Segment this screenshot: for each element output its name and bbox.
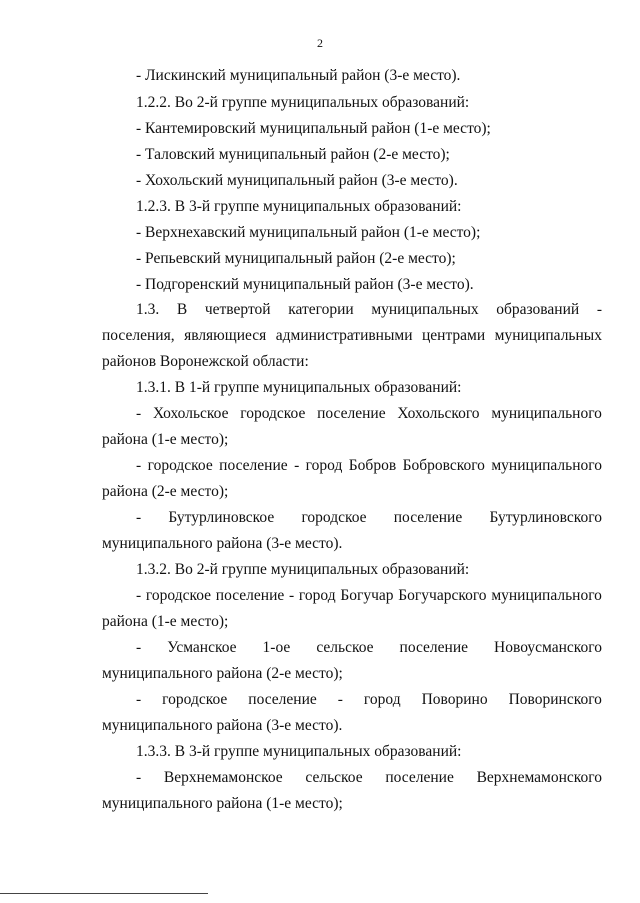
section-heading: 1.3.2. Во 2-й группе муниципальных образований: (136, 561, 470, 578)
word: являющиеся (184, 327, 267, 344)
word: городское (145, 587, 212, 604)
justified-line (136, 404, 602, 424)
word: городское (162, 691, 228, 708)
word: - (337, 691, 343, 708)
text-line: - Репьевский муниципальный район (2-е место); (136, 250, 456, 267)
word: - (136, 769, 142, 786)
word: Поворино (421, 691, 488, 708)
word: сельское (316, 639, 374, 656)
section-heading: 1.2.2. Во 2-й группе муниципальных образований: (136, 94, 470, 111)
word: Верхнемамонское (163, 769, 283, 786)
word: 1-ое (262, 639, 291, 656)
word: Хохольского (397, 405, 480, 422)
justified-line (136, 456, 602, 476)
word: муниципального (491, 405, 602, 422)
word: поселение (393, 509, 463, 526)
justified-line (136, 768, 602, 788)
word: Богучарского (398, 587, 487, 604)
text-line: - Лискинский муниципальный район (3-е место). (136, 67, 461, 84)
word: городское (240, 405, 306, 422)
word: - (596, 301, 602, 318)
text-line: - Верхнехавский муниципальный район (1-е место); (136, 224, 481, 241)
word: Новоусманского (494, 639, 602, 656)
word: поселения, (102, 327, 175, 344)
word: - (136, 457, 142, 474)
word: сельское (305, 769, 363, 786)
section-heading: 1.3.3. В 3-й группе муниципальных образований: (136, 743, 462, 760)
section-heading: 1.3.1. В 1-й группе муниципальных образований: (136, 379, 462, 396)
text-line: муниципального района (1-е место); (102, 795, 343, 812)
text-line: - Кантемировский муниципальный район (1-е место); (136, 120, 491, 137)
word: поселение (385, 769, 454, 786)
word: Бутурлиновское (168, 509, 275, 526)
word: город (363, 691, 401, 708)
page-number: 2 (317, 36, 323, 50)
justified-line (136, 300, 602, 320)
word: Верхнемамонского (476, 769, 602, 786)
word: - (136, 691, 142, 708)
word: Бобров (348, 457, 397, 474)
word: муниципальных (371, 301, 479, 318)
word: 1.3. (136, 301, 160, 318)
word: муниципальных (494, 327, 602, 344)
word: муниципального (491, 587, 602, 604)
word: Хохольское (152, 405, 229, 422)
justified-line (136, 508, 602, 528)
text-line: муниципального района (2-е место); (102, 665, 343, 682)
word: - (289, 587, 295, 604)
word: В (176, 301, 188, 318)
word: поселение (219, 457, 288, 474)
word: Усманское (167, 639, 237, 656)
word: Богучар (340, 587, 394, 604)
word: центрами (421, 327, 486, 344)
word: Бутурлиновского (489, 509, 602, 526)
footnote-divider (0, 893, 208, 894)
word: образований (496, 301, 580, 318)
word: поселение (317, 405, 386, 422)
section-heading: 1.2.3. В 3-й группе муниципальных образований: (136, 198, 462, 215)
text-line: района (2-е место); (102, 483, 229, 500)
text-line: муниципального района (3-е место). (102, 717, 343, 734)
text-line: района (1-е место); (102, 613, 229, 630)
word: - (136, 639, 142, 656)
text-line: районов Воронежской области: (102, 353, 309, 370)
word: город (305, 457, 343, 474)
word: - (136, 587, 142, 604)
word: городское (301, 509, 367, 526)
text-line: района (1-е место); (102, 431, 229, 448)
word: поселение (215, 587, 285, 604)
word: городское (147, 457, 213, 474)
word: - (136, 405, 142, 422)
justified-line (136, 638, 602, 658)
text-line: - Таловский муниципальный район (2-е место); (136, 146, 450, 163)
word: административными (275, 327, 413, 344)
text-line: муниципального района (3-е место). (102, 535, 343, 552)
word: муниципального (491, 457, 602, 474)
justified-line (136, 690, 602, 710)
word: Поворинского (508, 691, 602, 708)
text-line: - Подгоренский муниципальный район (3-е место). (136, 276, 474, 293)
word: поселение (248, 691, 317, 708)
text-line: - Хохольский муниципальный район (3-е место). (136, 172, 458, 189)
justified-line (102, 326, 602, 346)
word: - (136, 509, 142, 526)
word: поселение (399, 639, 469, 656)
word: Бобровского (402, 457, 485, 474)
word: четвертой (204, 301, 271, 318)
word: город (298, 587, 336, 604)
word: - (294, 457, 300, 474)
justified-line (136, 586, 602, 606)
word: категории (288, 301, 354, 318)
